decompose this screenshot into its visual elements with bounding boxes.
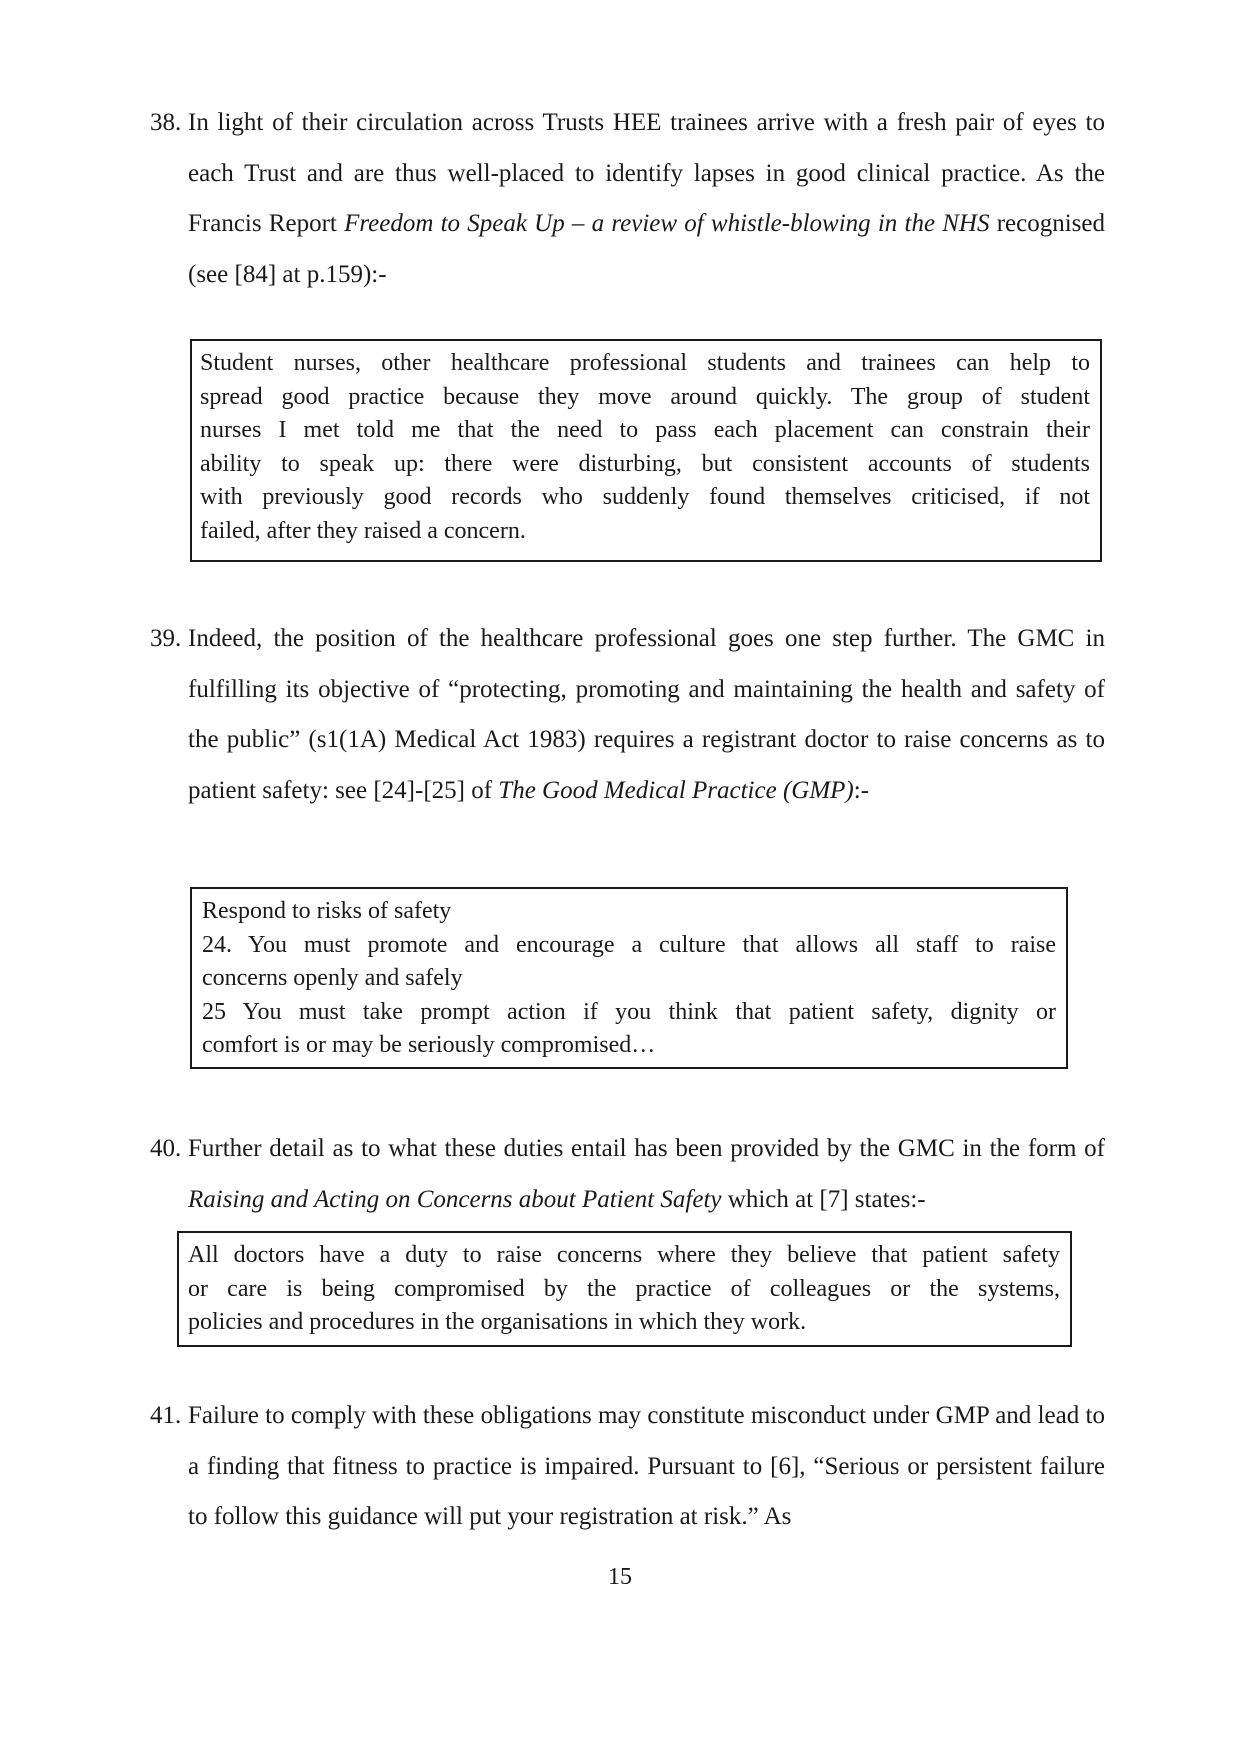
paragraph-number: 40. — [150, 1135, 182, 1162]
quote-line: 25 You must take prompt action if you think that patient safety, dignity or — [202, 998, 1056, 1025]
paragraph-number: 38. — [150, 109, 182, 136]
paragraph-text: In light of their circulation across Trusts HEE trainees arrive with a fresh pair of eyes to each Trust and are thus well-placed to identify lapses in good clinical practice. As the Francis Report — [188, 109, 1105, 237]
quote-box-francis-report — [190, 339, 1102, 562]
quote-box-gmp — [190, 887, 1068, 1069]
quote-line: spread good practice because they move around quickly. The group of student — [200, 383, 1090, 410]
quote-line: nurses I met told me that the need to pass each placement can constrain their — [200, 417, 1090, 443]
paragraph-41 — [150, 1391, 1105, 1543]
quote-box-raising-concerns — [177, 1231, 1072, 1347]
quote-line: or care is being compromised by the practice of colleagues or the systems, — [188, 1275, 1060, 1302]
quote-line: Student nurses, other healthcare professional students and trainees can help to — [200, 350, 1090, 376]
quote-line: with previously good records who suddenly found themselves criticised, if not — [200, 484, 1090, 510]
quote-line: policies and procedures in the organisations in which they work. — [188, 1309, 807, 1335]
paragraph-38 — [150, 98, 1105, 300]
quote-line: 24. You must promote and encourage a culture that allows all staff to raise — [202, 931, 1056, 958]
paragraph-39 — [150, 614, 1105, 816]
paragraph-number: 41. — [150, 1402, 182, 1429]
quote-line: concerns openly and safely — [202, 965, 463, 991]
paragraph-text: which at [7] states:- — [721, 1185, 926, 1213]
paragraph-text: :- — [853, 776, 870, 804]
quote-line: failed, after they raised a concern. — [200, 517, 526, 544]
paragraph-text: Further detail as to what these duties entail has been provided by the GMC in the form of — [188, 1135, 1105, 1162]
quote-line: ability to speak up: there were disturbing, but consistent accounts of students — [200, 450, 1090, 477]
paragraph-number: 39. — [150, 625, 182, 652]
paragraph-body — [188, 614, 1105, 816]
paragraph-body — [188, 98, 1105, 300]
paragraph-text: Failure to comply with these obligations may constitute misconduct under GMP and lead to a finding that fitness to practice is impaired. Pursuant to [6], “Serious or persistent failure to follow this guidance will put your registration at risk.” As — [188, 1402, 1105, 1530]
paragraph-text: recognised (see [84] at p.159):- — [188, 210, 1105, 288]
quote-line: All doctors have a duty to raise concerns where they believe that patient safety — [188, 1242, 1060, 1268]
paragraph-body — [188, 1391, 1105, 1543]
page-number: 15 — [608, 1564, 632, 1590]
paragraph-body — [188, 1124, 1105, 1225]
paragraph-text: Indeed, the position of the healthcare professional goes one step further. The GMC in fulfilling its objective of “protecting, promoting and maintaining the health and safety of the public” (s1(1A) Medical Act 1983) requires a registrant doctor to raise concerns as to patient safety: see [24]-[25] of — [188, 625, 1105, 804]
paragraph-40 — [150, 1124, 1105, 1225]
quote-line: comfort is or may be seriously compromised… — [202, 1032, 656, 1058]
report-title: Freedom to Speak Up – a review of whistle-blowing in the NHS — [344, 210, 990, 237]
guidance-title: The Good Medical Practice (GMP) — [498, 776, 854, 804]
guidance-title: Raising and Acting on Concerns about Patient Safety — [188, 1185, 722, 1213]
quote-heading: Respond to risks of safety — [202, 898, 452, 924]
